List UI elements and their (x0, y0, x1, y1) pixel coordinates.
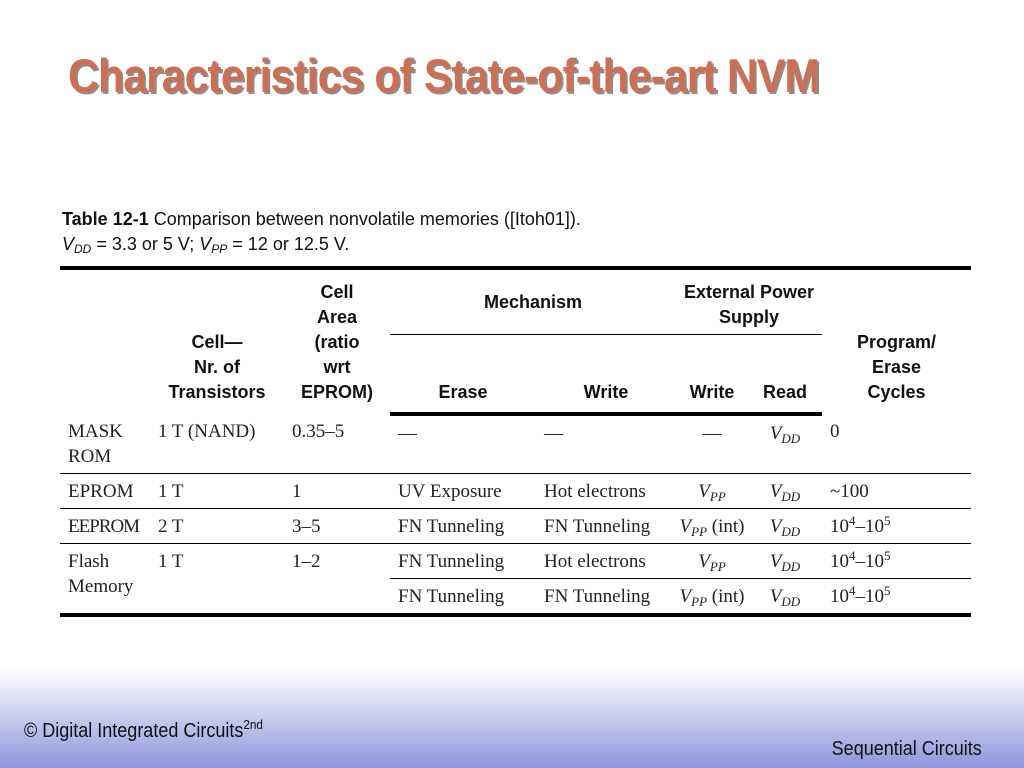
table-row-eprom (60, 474, 971, 509)
cycles-range: –10 (855, 516, 885, 537)
row-area: 1–2 (284, 544, 390, 616)
row-transistors: 2 T (150, 509, 284, 544)
row-name: EEPROM (60, 509, 150, 544)
row-erase: FN Tunneling (390, 579, 536, 616)
row-name-line: MASK (68, 421, 123, 442)
caption-vpp-sub: PP (211, 242, 228, 256)
header-power-line: External Power (683, 282, 815, 302)
row-supply-read (748, 414, 822, 474)
cycles-exp: 5 (884, 513, 891, 528)
row-name-line: Flash (68, 551, 110, 572)
caption-text: Comparison between nonvolatile memories ([Itoh01]). (148, 209, 581, 229)
vpp-sub: PP (709, 489, 726, 504)
cycles-range: –10 (855, 551, 885, 572)
header-cycles-line: Erase (871, 357, 922, 377)
row-supply-write: — (676, 414, 748, 474)
row-supply-read (748, 474, 822, 509)
header-row-1 (60, 268, 971, 335)
header-cell-area (284, 268, 390, 414)
header-cycles-line: Program/ (857, 332, 937, 352)
vpp-symbol: V (679, 516, 692, 537)
row-cycles: 0 (822, 414, 971, 474)
header-external-power-supply (676, 268, 822, 335)
header-supply-write: Write (676, 335, 748, 415)
row-supply-read (748, 579, 822, 616)
vpp-symbol: V (679, 586, 692, 607)
cycles-range: –10 (855, 586, 885, 607)
footer-edition: 2nd (243, 717, 263, 732)
row-supply-write (676, 509, 748, 544)
header-supply-read: Read (748, 335, 822, 415)
header-mechanism: Mechanism (390, 268, 676, 335)
row-write: Hot electrons (536, 474, 676, 509)
header-area-line: (ratio (314, 332, 360, 352)
header-area-line: Cell (320, 282, 354, 302)
caption-label: Table 12-1 (62, 209, 149, 229)
row-supply-write (676, 544, 748, 579)
header-area-line: wrt (323, 357, 351, 377)
header-write: Write (536, 335, 676, 415)
row-erase: FN Tunneling (390, 544, 536, 579)
row-transistors: 1 T (150, 474, 284, 509)
footer-section: Sequential Circuits (831, 738, 982, 760)
row-cycles (822, 544, 971, 579)
row-write: — (536, 414, 676, 474)
row-transistors: 1 T (150, 544, 284, 616)
vdd-symbol: V (769, 516, 782, 537)
row-write: FN Tunneling (536, 579, 676, 616)
cycles-base: 10 (830, 516, 850, 537)
header-cell-line: Nr. of (193, 357, 240, 377)
header-program-erase-cycles (822, 268, 971, 414)
slide-title: Characteristics of State-of-the-art NVM (68, 49, 820, 102)
caption-line-2 (62, 232, 581, 257)
caption-vpp-symbol: V (199, 234, 212, 254)
header-cell-line: Cell— (191, 332, 243, 352)
supply-note: (int) (707, 516, 745, 537)
supply-note: (int) (707, 586, 745, 607)
header-cell-transistors (150, 268, 284, 414)
vdd-sub: DD (781, 489, 801, 504)
header-area-line: Area (316, 307, 358, 327)
header-empty (60, 268, 150, 414)
vpp-sub: PP (691, 594, 708, 609)
cycles-base: 10 (830, 586, 850, 607)
vpp-sub: PP (691, 524, 708, 539)
row-name (60, 414, 150, 474)
nvm-comparison-table (60, 266, 971, 617)
caption-vdd-sub: DD (74, 242, 92, 256)
row-name-line: Memory (68, 576, 134, 597)
row-supply-write (676, 579, 748, 616)
header-cell-line: Transistors (168, 382, 266, 402)
header-cycles-line: Cycles (867, 382, 926, 402)
footer-copyright-text: © Digital Integrated Circuits (24, 720, 244, 742)
row-erase: UV Exposure (390, 474, 536, 509)
vdd-symbol: V (769, 423, 782, 444)
caption-vdd-value: = 3.3 or 5 V; (91, 234, 200, 254)
table-caption (62, 207, 581, 257)
row-supply-read (748, 509, 822, 544)
table-row-eeprom (60, 509, 971, 544)
cycles-exp: 4 (849, 583, 856, 598)
row-transistors: 1 T (NAND) (150, 414, 284, 474)
caption-line-1 (62, 207, 581, 232)
vdd-sub: DD (781, 594, 801, 609)
cycles-exp: 4 (849, 548, 856, 563)
row-supply-read (748, 544, 822, 579)
vdd-sub: DD (781, 559, 801, 574)
row-name-line: ROM (68, 446, 112, 467)
row-area: 0.35–5 (284, 414, 390, 474)
cycles-exp: 5 (884, 548, 891, 563)
row-cycles (822, 579, 971, 616)
table-row-mask-rom (60, 414, 971, 474)
row-name: EPROM (60, 474, 150, 509)
vpp-sub: PP (709, 559, 726, 574)
cycles-exp: 5 (884, 583, 891, 598)
row-cycles: ~100 (822, 474, 971, 509)
header-power-line: Supply (719, 307, 780, 327)
header-erase: Erase (390, 335, 536, 415)
row-write: Hot electrons (536, 544, 676, 579)
row-cycles (822, 509, 971, 544)
row-area: 1 (284, 474, 390, 509)
vpp-symbol: V (698, 551, 710, 572)
cycles-exp: 4 (849, 513, 856, 528)
row-supply-write (676, 474, 748, 509)
caption-vdd-symbol: V (62, 234, 75, 254)
row-erase: — (390, 414, 536, 474)
vdd-symbol: V (769, 586, 782, 607)
row-erase: FN Tunneling (390, 509, 536, 544)
row-area: 3–5 (284, 509, 390, 544)
vpp-symbol: V (698, 481, 710, 502)
vdd-symbol: V (769, 481, 782, 502)
caption-vpp-value: = 12 or 12.5 V. (227, 234, 350, 254)
header-area-line: EPROM) (301, 382, 373, 402)
vdd-sub: DD (781, 431, 801, 446)
footer-copyright (24, 717, 263, 743)
row-name (60, 544, 150, 616)
table-row-flash-memory (60, 544, 971, 579)
row-write: FN Tunneling (536, 509, 676, 544)
cycles-base: 10 (830, 551, 850, 572)
vdd-symbol: V (769, 551, 782, 572)
vdd-sub: DD (781, 524, 801, 539)
